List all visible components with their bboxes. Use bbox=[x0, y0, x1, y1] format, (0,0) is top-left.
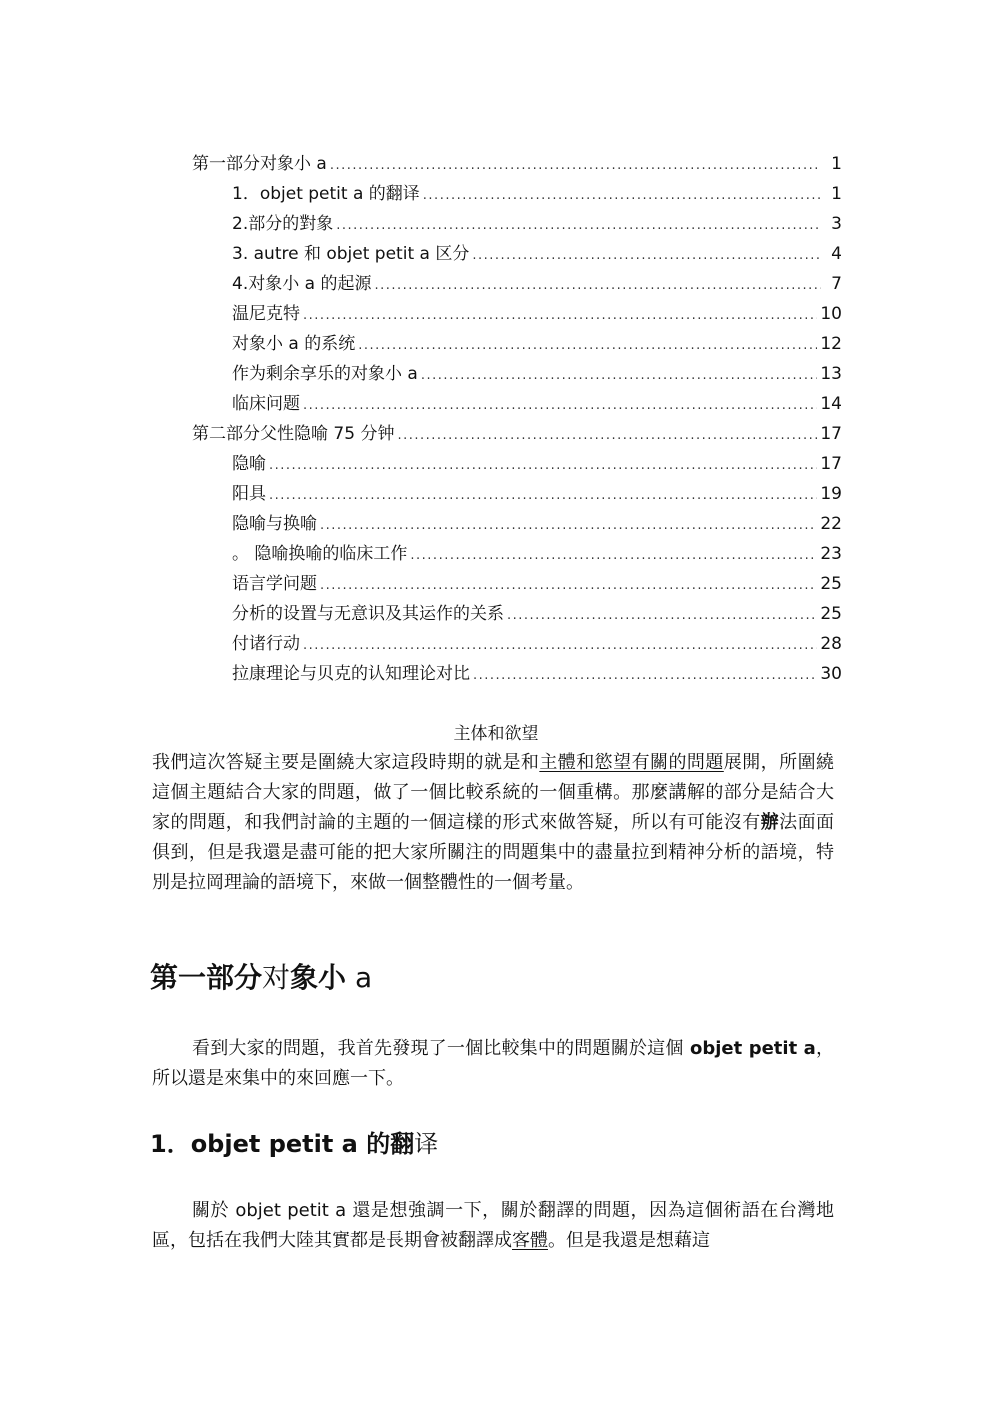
toc-leader-dots bbox=[320, 574, 817, 598]
toc-leader-dots bbox=[269, 454, 817, 478]
toc-entry-title: 4.对象小 a 的起源 bbox=[232, 274, 372, 294]
toc-entry-title: 付诸行动 bbox=[232, 634, 300, 654]
toc-entry[interactable] bbox=[192, 452, 842, 482]
toc-entry[interactable] bbox=[192, 272, 842, 302]
toc-entry-title: 作为剩余享乐的对象小 a bbox=[232, 364, 418, 384]
toc-entry[interactable] bbox=[192, 542, 842, 572]
section-1-1-heading bbox=[150, 1126, 438, 1162]
toc-leader-dots bbox=[330, 154, 821, 178]
toc-entry-title: 对象小 a 的系统 bbox=[232, 334, 356, 354]
section-1-1-text-2: 。但是我還是想藉這 bbox=[548, 1230, 710, 1251]
toc-entry-title: 3. autre 和 objet petit a 区分 bbox=[232, 244, 470, 264]
toc-entry-title: 2.部分的對象 bbox=[232, 214, 334, 234]
section-1-heading bbox=[150, 958, 372, 998]
section-1-1-heading-text: 1．objet petit a 的翻 bbox=[150, 1130, 415, 1158]
toc-leader-dots bbox=[473, 664, 817, 688]
toc-leader-dots bbox=[410, 544, 817, 568]
section-1-1-underlined-text: 客體 bbox=[512, 1230, 548, 1251]
toc-entry-title: 隐喻与换喻 bbox=[232, 514, 317, 534]
toc-leader-dots bbox=[269, 484, 817, 508]
section-1-heading-light: 对 bbox=[262, 961, 291, 994]
toc-entry-title: 语言学问题 bbox=[232, 574, 317, 594]
toc-entry-page: 30 bbox=[820, 664, 842, 684]
toc-leader-dots bbox=[421, 364, 818, 388]
toc-entry[interactable] bbox=[192, 182, 842, 212]
toc-entry[interactable] bbox=[192, 392, 842, 422]
toc-leader-dots bbox=[397, 424, 817, 448]
toc-entry[interactable] bbox=[192, 632, 842, 662]
section-1-heading-rest: 象小 bbox=[290, 961, 347, 994]
toc-entry[interactable] bbox=[192, 332, 842, 362]
intro-underlined-text: 主體和慾望有關的問題 bbox=[539, 752, 724, 773]
toc-leader-dots bbox=[303, 634, 817, 658]
toc-entry-title: 1．objet petit a 的翻译 bbox=[232, 184, 420, 204]
toc-entry-page: 25 bbox=[820, 574, 842, 594]
intro-paragraph bbox=[152, 748, 834, 898]
toc-entry-title: 第二部分父性隐喻 75 分钟 bbox=[192, 424, 395, 444]
section-1-heading-bold: 第一部分 bbox=[150, 961, 263, 994]
toc-leader-dots bbox=[358, 334, 817, 358]
section-1-paragraph bbox=[152, 1034, 834, 1094]
section-1-bold-text: objet petit a bbox=[683, 1038, 816, 1059]
toc-entry-title: 分析的设置与无意识及其运作的关系 bbox=[232, 604, 504, 624]
toc-entry-title: 临床问题 bbox=[232, 394, 300, 414]
toc-entry[interactable] bbox=[192, 422, 842, 452]
toc-entry-title: 阳具 bbox=[232, 484, 266, 504]
toc-entry-title: 拉康理论与贝克的认知理论对比 bbox=[232, 664, 470, 684]
section-1-text-2: ，所以還是來集中的來回應一下。 bbox=[152, 1038, 835, 1089]
toc-leader-dots bbox=[320, 514, 817, 538]
toc-entry-page: 17 bbox=[820, 424, 842, 444]
toc-entry[interactable] bbox=[192, 512, 842, 542]
toc-entry[interactable] bbox=[192, 152, 842, 182]
section-1-heading-a: a bbox=[346, 961, 373, 994]
toc-entry-page: 22 bbox=[820, 514, 842, 534]
toc-leader-dots bbox=[303, 394, 817, 418]
toc-entry[interactable] bbox=[192, 662, 842, 692]
toc-entry-page: 28 bbox=[820, 634, 842, 654]
toc-entry-page: 1 bbox=[831, 154, 842, 174]
toc-entry[interactable] bbox=[192, 362, 842, 392]
toc-leader-dots bbox=[303, 304, 817, 328]
toc-entry-page: 23 bbox=[820, 544, 842, 564]
section-1-1-paragraph bbox=[152, 1196, 834, 1256]
toc-leader-dots bbox=[374, 274, 821, 298]
toc-entry-page: 10 bbox=[820, 304, 842, 324]
toc-entry-page: 12 bbox=[820, 334, 842, 354]
toc-entry-title: 。 隐喻换喻的临床工作 bbox=[232, 544, 408, 564]
toc-entry-title: 隐喻 bbox=[232, 454, 266, 474]
table-of-contents bbox=[192, 152, 842, 692]
toc-leader-dots bbox=[423, 184, 821, 208]
intro-bold-text: 辦 bbox=[760, 812, 780, 833]
toc-entry-title: 第一部分对象小 a bbox=[192, 154, 327, 174]
toc-entry-page: 19 bbox=[820, 484, 842, 504]
toc-entry-page: 14 bbox=[820, 394, 842, 414]
toc-entry[interactable] bbox=[192, 302, 842, 332]
intro-text-1: 我們這次答疑主要是圍繞大家這段時期的就是和 bbox=[152, 752, 540, 773]
toc-entry[interactable] bbox=[192, 482, 842, 512]
toc-leader-dots bbox=[507, 604, 817, 628]
toc-entry[interactable] bbox=[192, 212, 842, 242]
toc-entry-page: 17 bbox=[820, 454, 842, 474]
toc-entry-page: 25 bbox=[820, 604, 842, 624]
toc-entry[interactable] bbox=[192, 242, 842, 272]
toc-leader-dots bbox=[336, 214, 821, 238]
document-title: 主体和欲望 bbox=[453, 724, 539, 744]
toc-entry-title: 温尼克特 bbox=[232, 304, 300, 324]
toc-entry[interactable] bbox=[192, 572, 842, 602]
toc-entry-page: 1 bbox=[831, 184, 842, 204]
section-1-1-heading-light: 译 bbox=[414, 1130, 439, 1158]
toc-entry-page: 13 bbox=[820, 364, 842, 384]
section-1-text-1: 看到大家的問題，我首先發現了一個比較集中的問題關於這個 bbox=[192, 1038, 684, 1059]
toc-entry-page: 7 bbox=[831, 274, 842, 294]
toc-entry-page: 3 bbox=[831, 214, 842, 234]
section-1-1-text-1: 關於 objet petit a 還是想強調一下，關於翻譯的問題，因為這個術語在台灣地區，包括在我們大陸其實都是長期會被翻譯成 bbox=[152, 1200, 834, 1251]
toc-entry-page: 4 bbox=[831, 244, 842, 264]
intro-text-3: 法面面俱到，但是我還是盡可能的把大家所關注的問題集中的盡量拉到精神分析的語境，特別是拉岡理論的語境下，來做一個整體性的一個考量。 bbox=[152, 812, 835, 893]
intro-text-2: 展開，所圍繞這個主題結合大家的問題，做了一個比較系統的一個重構。那麼講解的部分是結合大家的問題，和我們討論的主題的一個這樣的形式來做答疑，所以有可能沒有 bbox=[152, 752, 835, 833]
toc-entry[interactable] bbox=[192, 602, 842, 632]
toc-leader-dots bbox=[472, 244, 821, 268]
